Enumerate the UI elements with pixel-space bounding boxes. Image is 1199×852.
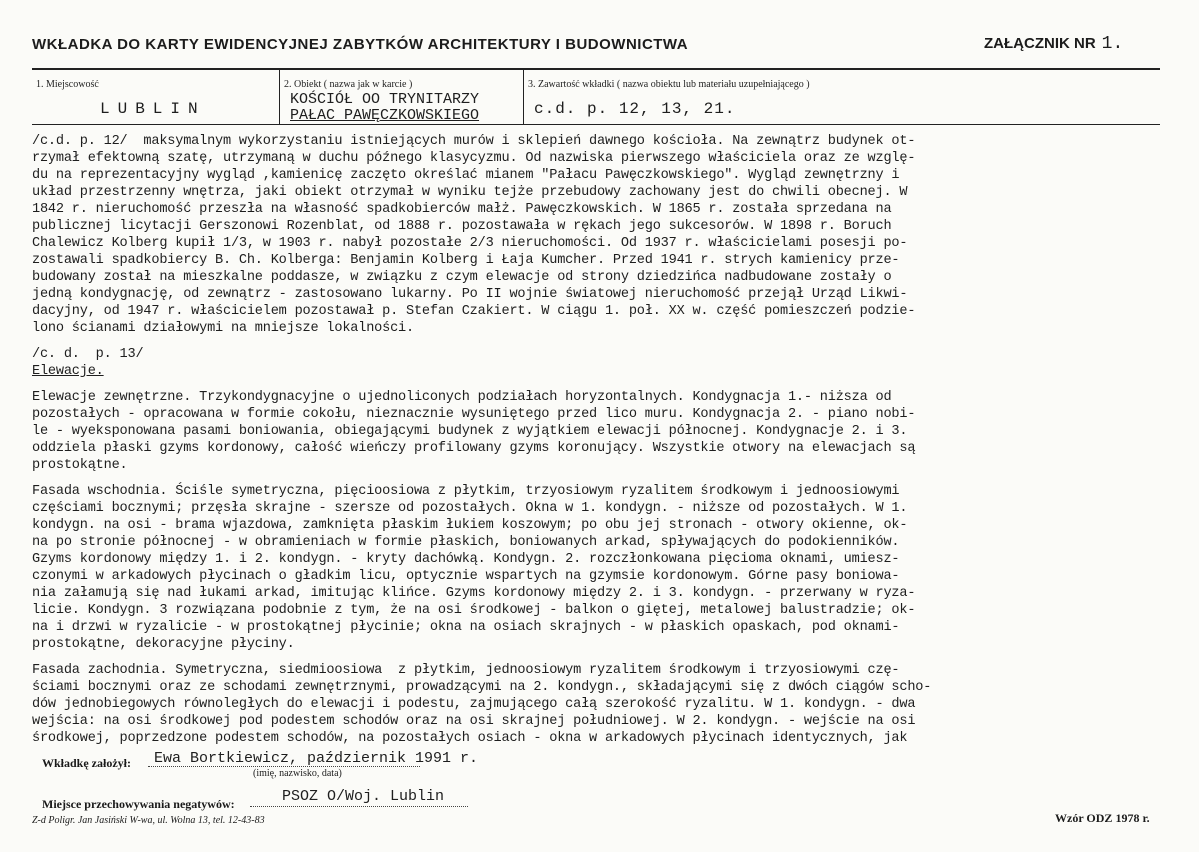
content-value: c.d. p. 12, 13, 21.	[534, 100, 736, 118]
author-value: Ewa Bortkiewicz, październik 1991 r.	[154, 750, 479, 767]
storage-dotted-line	[250, 806, 468, 807]
body-line: prostokątne, dekoracyjne płyciny.	[32, 637, 295, 652]
annex-label: ZAŁĄCZNIK NR	[984, 35, 1096, 52]
body-line: du na reprezentacyjny wygląd ,kamienicę zaczęto określać mianem "Pałacu Pawęczkowskiego". Wygląd zewnętrzny i	[32, 168, 900, 183]
body-line: /c. d. p. 13/	[32, 347, 144, 362]
body-line: ściami bocznymi oraz ze schodami zewnętrznymi, prowadzącymi na 2. kondygn., składającymi się z dwóch ciągów scho-	[32, 680, 932, 695]
object-label: 2. Obiekt ( nazwa jak w karcie )	[284, 79, 413, 90]
locality-value: LUBLIN	[100, 100, 206, 118]
field-divider-2	[523, 70, 524, 124]
body-line: prostokątne.	[32, 458, 128, 473]
body-line: oddziela płaski gzyms kordonowy, całość wieńczy profilowany gzyms koronujący. Wszystkie otwory na elewacjach są	[32, 441, 916, 456]
body-line: licie. Kondygn. 3 rozwiązana podobnie z tym, że na osi środkowej - balkon o giętej, metalowej balustradzie; ok-	[32, 603, 916, 618]
form-title: WKŁADKA DO KARTY EWIDENCYJNEJ ZABYTKÓW ARCHITEKTURY I BUDOWNICTWA	[32, 36, 689, 53]
body-line: Fasada wschodnia. Ściśle symetryczna, pięcioosiowa z płytkim, trzyosiowym ryzalitem środkowym i jednoosiowymi	[32, 484, 900, 499]
typed-body	[32, 133, 1167, 747]
body-line: jedną kondygnację, od zewnątrz - zastosowano lukarny. Po II wojnie światowej nieruchomość przejął Urząd Likwi-	[32, 287, 908, 302]
body-line: nia załamują się nad łukami arkad, imitując klińce. Gzyms kordonowy między 2. i 3. kondygn. - przerwany w ryza-	[32, 586, 916, 601]
paragraph-gap	[32, 653, 1167, 662]
storage-label: Miejsce przechowywania negatywów:	[42, 797, 235, 811]
body-line: budowany został na mieszkalne poddasze, w związku z czym elewacje od strony dziedzińca nadbudowane zostały o	[32, 270, 892, 285]
body-line: publicznej licytacji Gerszonowi Rozenblat, od 1888 r. pozostawała w rękach jego sukcesorów. W 1898 r. Boruch	[32, 219, 892, 234]
header-rule-top	[32, 68, 1160, 70]
object-value-line2: PAŁAC PAWĘCZKOWSKIEGO	[290, 107, 480, 124]
section-heading: Elewacje.	[32, 364, 104, 379]
object-value-line1: KOŚCIÓŁ OO TRYNITARZY	[290, 91, 480, 108]
body-line: środkowej, poprzedzone podestem schodów, na pozostałych osiach - okna w arkadowych płycinach identycznych, jak	[32, 731, 908, 746]
body-line: le - wyeksponowana pasami boniowania, obiegającymi budynek z wyjątkiem elewacji północnej. Kondygnacje 2. i 3.	[32, 424, 908, 439]
body-line: Chalewicz Kolberg kupił 1/3, w 1903 r. nabył pozostałe 2/3 nieruchomości. Od 1937 r. właścicielami posesji po-	[32, 236, 908, 251]
body-line: Elewacje zewnętrzne. Trzykondygnacyjne o ujednoliconych podziałach horyzontalnych. Kondygnacja 1.- niższa od	[32, 390, 892, 405]
locality-label: 1. Miejscowość	[36, 79, 99, 90]
form-model: Wzór ODZ 1978 r.	[1055, 811, 1150, 825]
body-line: Fasada zachodnia. Symetryczna, siedmioosiowa z płytkim, jednoosiowym ryzalitem środkowym i trzyosiowymi czę-	[32, 663, 900, 678]
body-line: /c.d. p. 12/ maksymalnym wykorzystaniu istniejących murów i sklepień dawnego kościoła. Na zewnątrz budynek ot-	[32, 134, 916, 149]
body-line: lono ścianami działowymi na mniejsze lokalności.	[32, 321, 414, 336]
body-line: dacyjny, od 1947 r. właścicielem pozostawał p. Stefan Czakiert. W ciągu 1. poł. XX w. część pomieszczeń podzie-	[32, 304, 916, 319]
body-line: na i drzwi w ryzalicie - w prostokątnej płycinie; okna na osiach skrajnych - w płaskich opaskach, pod oknami-	[32, 620, 900, 635]
body-line: rzymał efektowną szatę, utrzymaną w duchu późnego klasycyzmu. Od nazwiska pierwszego właściciela oraz ze wzglę-	[32, 151, 916, 166]
object-value	[290, 92, 479, 124]
paragraph-gap	[32, 337, 1167, 346]
body-line: wejścia: na osi środkowej pod podestem schodów oraz na osi skrajnej południowej. W 2. kondygn. - wejście na osi	[32, 714, 916, 729]
author-hint: (imię, nazwisko, data)	[253, 768, 342, 779]
header-rule-bottom	[32, 124, 1160, 125]
body-line: czonymi w arkadowych płycinach o gładkim licu, optycznie wspartych na gzymsie kordonowym. Górne pasy boniowa-	[32, 569, 900, 584]
body-line: układ przestrzenny wnętrza, jaki obiekt otrzymał w wyniku tejże przebudowy zachowany jest do chwili obecnej. W	[32, 185, 908, 200]
annex-number-value: 1.	[1101, 34, 1124, 54]
body-line: pozostałych - opracowana w formie cokołu, nieznacznie wysuniętego przed lico muru. Kondygnacja 2. - piano nobi-	[32, 407, 916, 422]
body-line: dów jednobiegowych równoległych do elewacji i podestu, zajmującego całą szerokość ryzalitu. W 1. kondygn. - dwa	[32, 697, 916, 712]
field-divider-1	[279, 70, 280, 124]
body-line: 1842 r. nieruchomość przeszła na własność spadkobierców małż. Pawęczkowskich. W 1865 r. została sprzedana na	[32, 202, 892, 217]
body-line: zostawali spadkobiercy B. Ch. Kolberga: Benjamin Kolberg i Łaja Kumcher. Przed 1941 r. strych kamienicy prze-	[32, 253, 900, 268]
body-line: częściami bocznymi; przęsła skrajne - szersze od pozostałych. Okna w 1. kondygn. - niższe od pozostałych. W 1.	[32, 501, 908, 516]
annex-number	[984, 34, 1123, 54]
printer-imprint: Z-d Poligr. Jan Jasiński W-wa, ul. Wolna 13, tel. 12-43-83	[32, 815, 265, 826]
body-line: kondygn. na osi - brama wjazdowa, zamknięta płaskim łukiem koszowym; po obu jej stronach - otwory okienne, ok-	[32, 518, 908, 533]
author-label: Wkładkę założył:	[42, 756, 131, 770]
paragraph-gap	[32, 380, 1167, 389]
content-label: 3. Zawartość wkładki ( nazwa obiektu lub materiału uzupełniającego )	[528, 79, 810, 90]
storage-value: PSOZ O/Woj. Lublin	[282, 788, 445, 805]
body-line: na po stronie północnej - w obramieniach w formie płaskich, boniowanych arkad, spływających do podokienników.	[32, 535, 900, 550]
body-line: Gzyms kordonowy między 1. i 2. kondygn. - kryty dachówką. Kondygn. 2. rozczłonkowana pięcioma oknami, umiesz-	[32, 552, 900, 567]
paragraph-gap	[32, 474, 1167, 483]
